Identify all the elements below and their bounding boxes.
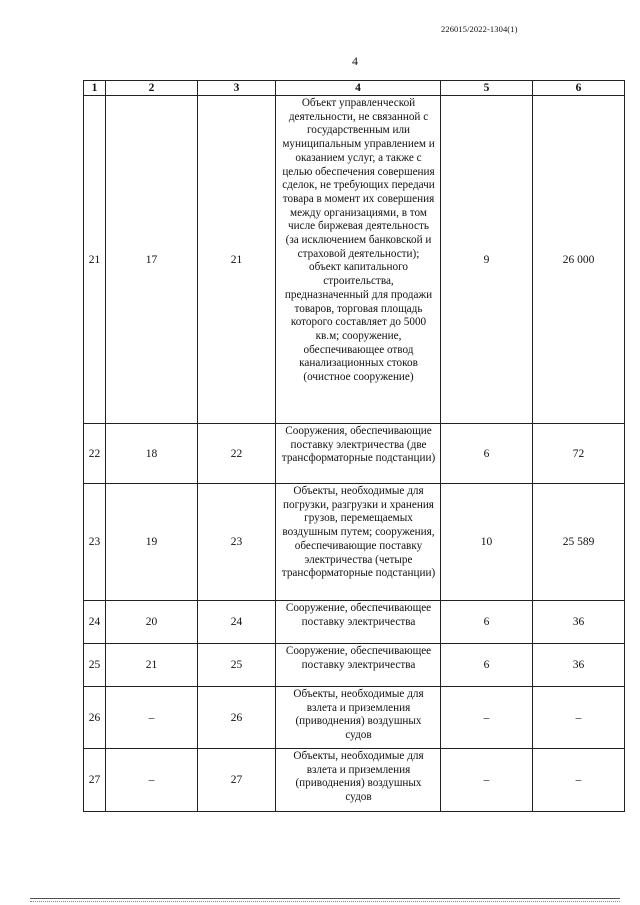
column-header: 6 [533,81,625,96]
table-cell: 6 [441,424,533,484]
column-header: 2 [106,81,198,96]
table-cell: 21 [84,96,106,424]
table-cell: 22 [84,424,106,484]
table-cell: 27 [198,749,276,812]
table-cell: 6 [441,644,533,687]
column-header: 3 [198,81,276,96]
column-header: 5 [441,81,533,96]
column-header: 1 [84,81,106,96]
table-cell-description: Сооружение, обеспечивающее поставку электричества [276,601,441,644]
table-cell: 23 [84,484,106,601]
table-row [84,644,625,687]
table-cell: – [533,687,625,749]
table-row [84,687,625,749]
table-cell: – [441,687,533,749]
document-number: 226015/2022-1304(1) [441,24,518,34]
table-cell: 27 [84,749,106,812]
table-cell-description: Сооружения, обеспечивающие поставку электричества (две трансформаторные подстанции) [276,424,441,484]
table-cell: 26 [84,687,106,749]
table-cell: 10 [441,484,533,601]
table-cell-description: Объекты, необходимые для взлета и приземления (приводнения) воздушных судов [276,687,441,749]
column-header: 4 [276,81,441,96]
table-cell: – [533,749,625,812]
page-bottom-rule-dotted [30,901,620,902]
table-cell: – [106,749,198,812]
table-cell: 24 [84,601,106,644]
table-cell: 17 [106,96,198,424]
table-cell-description: Объект управленческой деятельности, не связанной с государственным или муниципальным управлением и оказанием услуг, а также с целью обеспечения совершения сделок, не требующих передачи товара в момент их совершения между организациями, в том числе биржевая деятельность (за исключением банковской и страховой деятельности); объект капитального строительства, предназначенный для продажи товаров, торговая площадь которого составляет до 5000 кв.м; сооружение, обеспечивающее отвод канализационных стоков (очистное сооружение) [276,96,441,424]
table-cell: 24 [198,601,276,644]
data-table [83,80,625,812]
table-row [84,749,625,812]
table-header-row [84,81,625,96]
table-cell: 18 [106,424,198,484]
table-row [84,601,625,644]
table-cell-description: Сооружение, обеспечивающее поставку электричества [276,644,441,687]
table-row [84,96,625,424]
table-cell: 20 [106,601,198,644]
table-cell: 26 000 [533,96,625,424]
table-cell: 36 [533,601,625,644]
table-cell: 72 [533,424,625,484]
table-cell: 21 [198,96,276,424]
table-cell: 26 [198,687,276,749]
page-number: 4 [352,54,358,68]
table-cell: 25 589 [533,484,625,601]
table-row [84,484,625,601]
table-cell: 9 [441,96,533,424]
table-cell: 36 [533,644,625,687]
table-cell: 21 [106,644,198,687]
table-cell-description: Объекты, необходимые для взлета и приземления (приводнения) воздушных судов [276,749,441,812]
table-cell: – [106,687,198,749]
table-row [84,424,625,484]
table-cell: 25 [84,644,106,687]
page-bottom-rule [30,898,620,899]
table-cell: 23 [198,484,276,601]
table-cell: – [441,749,533,812]
table-cell: 25 [198,644,276,687]
table-cell: 19 [106,484,198,601]
table-cell-description: Объекты, необходимые для погрузки, разгрузки и хранения грузов, перемещаемых воздушным путем; сооружения, обеспечивающие поставку электричества (четыре трансформаторные подстанции) [276,484,441,601]
table-cell: 22 [198,424,276,484]
table-cell: 6 [441,601,533,644]
